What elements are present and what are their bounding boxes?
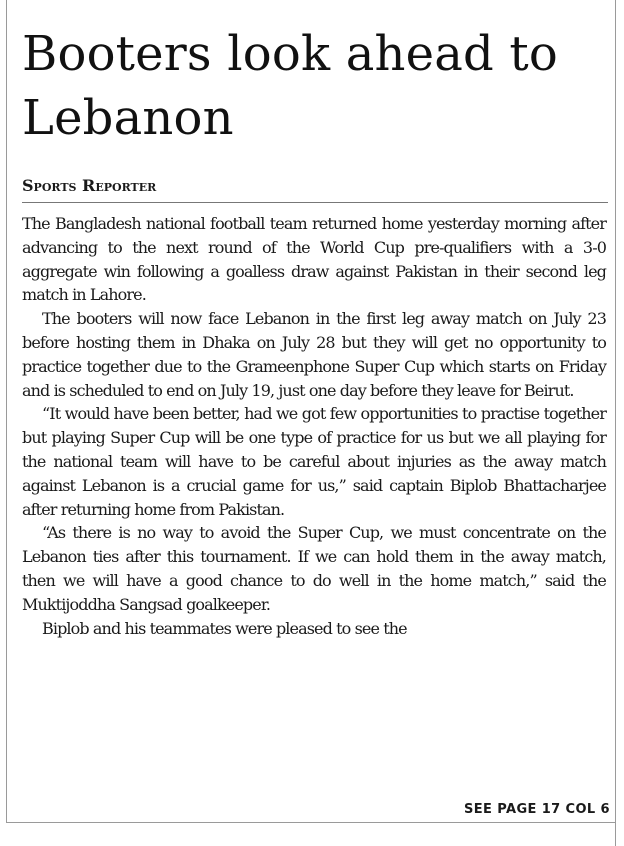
paragraph-1: The Bangladesh national football team returned home yesterday morning after advancing to the next round of the World Cup pre-qualifiers with a 3-0 aggregate win following a goalless draw against Pakistan in their second leg match in Lahore. xyxy=(22,214,606,305)
byline-divider xyxy=(22,202,608,203)
continuation-jump-line: SEE PAGE 17 COL 6 xyxy=(464,802,610,817)
paragraph-2: The booters will now face Lebanon in the first leg away match on July 23 before hosting them in Dhaka on July 28 but they will get no opportunity to practice together due to the Grameenphone Super Cup which starts on Friday and is scheduled to end on July 19, just one day before they leave for Beirut. xyxy=(22,309,606,400)
bottom-border-rule xyxy=(6,822,616,823)
left-border-rule xyxy=(6,0,7,822)
headline: Booters look ahead to Lebanon xyxy=(22,26,559,146)
article-body xyxy=(22,212,606,640)
paragraph-5: Biplob and his teammates were pleased to see the xyxy=(42,618,407,638)
byline: Sports Reporter xyxy=(22,176,157,195)
right-border-rule xyxy=(615,0,616,846)
paragraph-3: “It would have been better, had we got few opportunities to practise together but playing Super Cup will be one type of practice for us but we all playing for the national team will have to be careful about injuries as the away match against Lebanon is a crucial game for us,” said captain Biplob Bhattacharjee after returning home from Pakistan. xyxy=(22,404,606,519)
paragraph-4: “As there is no way to avoid the Super Cup, we must concentrate on the Lebanon ties after this tournament. If we can hold them in the away match, then we will have a good chance to do well in the home match,” said the Muktijoddha Sangsad goalkeeper. xyxy=(22,523,606,614)
